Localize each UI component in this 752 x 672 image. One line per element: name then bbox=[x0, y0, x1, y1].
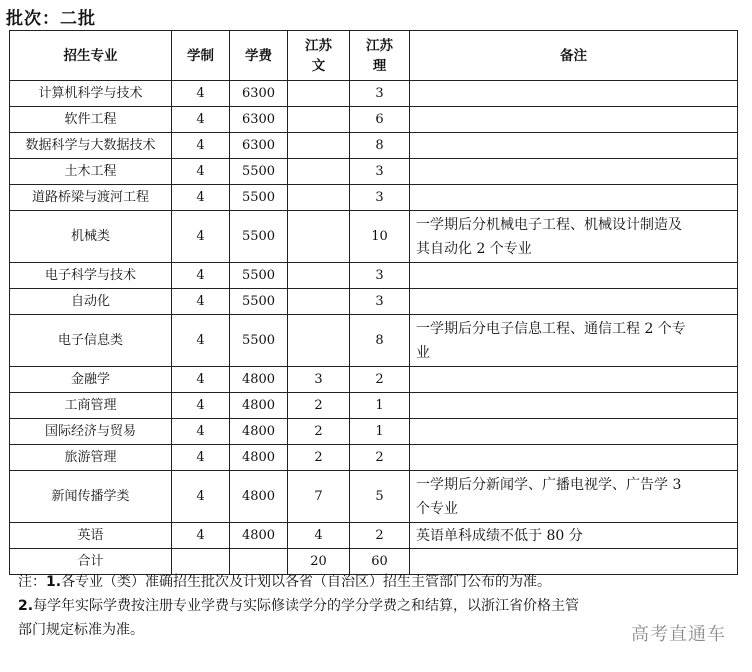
jiangsu-arts-cell bbox=[288, 211, 350, 263]
duration-cell: 4 bbox=[172, 393, 230, 419]
major-cell: 金融学 bbox=[10, 367, 172, 393]
remarks-cell: 一学期后分电子信息工程、通信工程 2 个专 业 bbox=[410, 315, 738, 367]
jiangsu-science-cell: 2 bbox=[350, 367, 410, 393]
table-row bbox=[10, 471, 738, 523]
tuition-cell: 4800 bbox=[230, 367, 288, 393]
batch-title: 批次：二批 bbox=[6, 9, 96, 29]
remarks-cell bbox=[410, 367, 738, 393]
remarks-cell bbox=[410, 107, 738, 133]
duration-cell: 4 bbox=[172, 133, 230, 159]
jiangsu-arts-cell bbox=[288, 133, 350, 159]
duration-cell: 4 bbox=[172, 263, 230, 289]
table-row bbox=[10, 315, 738, 367]
duration-cell: 4 bbox=[172, 107, 230, 133]
table-row bbox=[10, 289, 738, 315]
remarks-cell bbox=[410, 393, 738, 419]
major-cell: 新闻传播学类 bbox=[10, 471, 172, 523]
jiangsu-science-cell: 2 bbox=[350, 523, 410, 549]
remarks-cell bbox=[410, 445, 738, 471]
header-duration: 学制 bbox=[172, 31, 230, 81]
table-row bbox=[10, 107, 738, 133]
jiangsu-arts-cell: 2 bbox=[288, 419, 350, 445]
table-header-row bbox=[10, 31, 738, 81]
duration-cell: 4 bbox=[172, 81, 230, 107]
duration-cell: 4 bbox=[172, 289, 230, 315]
footnote-2-continued: 部门规定标准为准。 bbox=[18, 622, 144, 638]
total-jiangsu-arts: 20 bbox=[288, 549, 350, 575]
tuition-cell: 4800 bbox=[230, 393, 288, 419]
tuition-cell: 6300 bbox=[230, 107, 288, 133]
table-row bbox=[10, 81, 738, 107]
duration-cell: 4 bbox=[172, 419, 230, 445]
jiangsu-arts-cell: 4 bbox=[288, 523, 350, 549]
jiangsu-science-cell: 6 bbox=[350, 107, 410, 133]
jiangsu-arts-cell bbox=[288, 81, 350, 107]
header-tuition: 学费 bbox=[230, 31, 288, 81]
duration-cell: 4 bbox=[172, 185, 230, 211]
table-row bbox=[10, 445, 738, 471]
major-cell: 计算机科学与技术 bbox=[10, 81, 172, 107]
major-cell: 电子信息类 bbox=[10, 315, 172, 367]
tuition-cell: 5500 bbox=[230, 289, 288, 315]
jiangsu-science-cell: 2 bbox=[350, 445, 410, 471]
jiangsu-arts-cell bbox=[288, 107, 350, 133]
header-jiangsu-science: 江苏 理 bbox=[350, 31, 410, 81]
jiangsu-arts-cell bbox=[288, 315, 350, 367]
tuition-cell: 4800 bbox=[230, 419, 288, 445]
tuition-cell: 5500 bbox=[230, 263, 288, 289]
jiangsu-science-cell: 3 bbox=[350, 81, 410, 107]
table-row bbox=[10, 263, 738, 289]
jiangsu-arts-cell: 2 bbox=[288, 445, 350, 471]
jiangsu-science-cell: 8 bbox=[350, 315, 410, 367]
jiangsu-science-cell: 1 bbox=[350, 393, 410, 419]
tuition-cell: 4800 bbox=[230, 471, 288, 523]
remarks-cell: 一学期后分机械电子工程、机械设计制造及 其自动化 2 个专业 bbox=[410, 211, 738, 263]
duration-cell: 4 bbox=[172, 159, 230, 185]
tuition-cell: 5500 bbox=[230, 159, 288, 185]
footnote-2: 2.每学年实际学费按注册专业学费与实际修读学分的学分学费之和结算，以浙江省价格主管 bbox=[18, 598, 580, 614]
major-cell: 电子科学与技术 bbox=[10, 263, 172, 289]
duration-cell: 4 bbox=[172, 445, 230, 471]
duration-cell: 4 bbox=[172, 367, 230, 393]
enrollment-plan-table bbox=[9, 30, 738, 575]
major-cell: 软件工程 bbox=[10, 107, 172, 133]
remarks-cell bbox=[410, 419, 738, 445]
table-row bbox=[10, 159, 738, 185]
jiangsu-arts-cell bbox=[288, 185, 350, 211]
table-row bbox=[10, 211, 738, 263]
tuition-cell: 4800 bbox=[230, 523, 288, 549]
duration-cell: 4 bbox=[172, 211, 230, 263]
total-label: 合计 bbox=[10, 549, 172, 575]
jiangsu-arts-cell: 3 bbox=[288, 367, 350, 393]
jiangsu-arts-cell bbox=[288, 159, 350, 185]
jiangsu-arts-cell bbox=[288, 289, 350, 315]
jiangsu-science-cell: 1 bbox=[350, 419, 410, 445]
remarks-cell: 英语单科成绩不低于 80 分 bbox=[410, 523, 738, 549]
major-cell: 旅游管理 bbox=[10, 445, 172, 471]
duration-cell: 4 bbox=[172, 523, 230, 549]
table-row bbox=[10, 393, 738, 419]
remarks-cell bbox=[410, 81, 738, 107]
table-row bbox=[10, 523, 738, 549]
major-cell: 机械类 bbox=[10, 211, 172, 263]
duration-cell: 4 bbox=[172, 471, 230, 523]
remarks-cell bbox=[410, 185, 738, 211]
remarks-cell bbox=[410, 289, 738, 315]
major-cell: 自动化 bbox=[10, 289, 172, 315]
header-jiangsu-arts: 江苏 文 bbox=[288, 31, 350, 81]
header-major: 招生专业 bbox=[10, 31, 172, 81]
tuition-cell: 5500 bbox=[230, 211, 288, 263]
major-cell: 英语 bbox=[10, 523, 172, 549]
watermark: 高考直通车 bbox=[631, 624, 726, 645]
remarks-cell bbox=[410, 133, 738, 159]
major-cell: 土木工程 bbox=[10, 159, 172, 185]
jiangsu-science-cell: 8 bbox=[350, 133, 410, 159]
remarks-cell bbox=[410, 159, 738, 185]
jiangsu-arts-cell: 7 bbox=[288, 471, 350, 523]
footnote-1: 注：1.各专业（类）准确招生批次及计划以各省（自治区）招生主管部门公布的为准。 bbox=[18, 574, 552, 590]
remarks-cell bbox=[410, 263, 738, 289]
remarks-cell: 一学期后分新闻学、广播电视学、广告学 3 个专业 bbox=[410, 471, 738, 523]
table-row bbox=[10, 133, 738, 159]
tuition-cell: 4800 bbox=[230, 445, 288, 471]
major-cell: 数据科学与大数据技术 bbox=[10, 133, 172, 159]
duration-cell: 4 bbox=[172, 315, 230, 367]
total-jiangsu-science: 60 bbox=[350, 549, 410, 575]
jiangsu-science-cell: 3 bbox=[350, 263, 410, 289]
header-remarks: 备注 bbox=[410, 31, 738, 81]
jiangsu-arts-cell: 2 bbox=[288, 393, 350, 419]
table-row bbox=[10, 367, 738, 393]
major-cell: 国际经济与贸易 bbox=[10, 419, 172, 445]
jiangsu-science-cell: 5 bbox=[350, 471, 410, 523]
tuition-cell: 6300 bbox=[230, 81, 288, 107]
major-cell: 工商管理 bbox=[10, 393, 172, 419]
table-row bbox=[10, 185, 738, 211]
jiangsu-science-cell: 3 bbox=[350, 289, 410, 315]
table-row bbox=[10, 419, 738, 445]
jiangsu-arts-cell bbox=[288, 263, 350, 289]
tuition-cell: 6300 bbox=[230, 133, 288, 159]
tuition-cell: 5500 bbox=[230, 315, 288, 367]
footnotes bbox=[18, 570, 579, 642]
tuition-cell: 5500 bbox=[230, 185, 288, 211]
jiangsu-science-cell: 10 bbox=[350, 211, 410, 263]
major-cell: 道路桥梁与渡河工程 bbox=[10, 185, 172, 211]
jiangsu-science-cell: 3 bbox=[350, 185, 410, 211]
jiangsu-science-cell: 3 bbox=[350, 159, 410, 185]
